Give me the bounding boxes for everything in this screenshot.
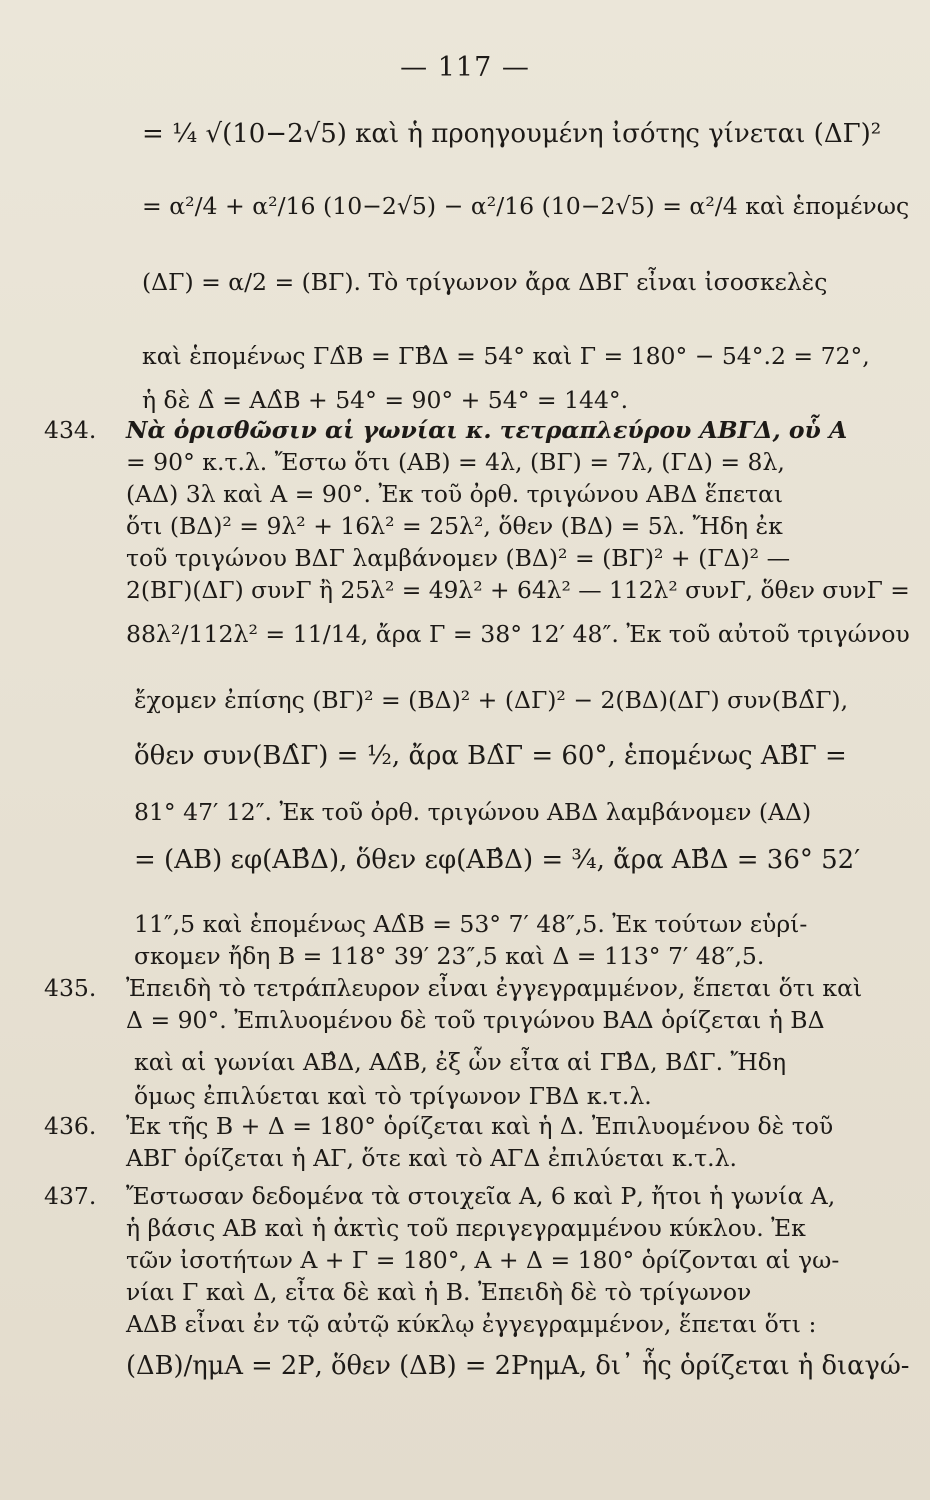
- text-line: ὅτι (ΒΔ)² = 9λ² + 16λ² = 25λ², ὅθεν (ΒΔ) = 5λ. Ἤδη ἐκ: [126, 512, 783, 540]
- text-line: καὶ αἱ γωνίαι ΑΒ̂Δ, ΑΔ̂Β, ἐξ ὧν εἶτα αἱ ΓΒ̂Δ, ΒΔ̂Γ. Ἤδη: [134, 1048, 787, 1076]
- text-line: ὅθεν συν(ΒΔ̂Γ) = ½, ἄρα ΒΔ̂Γ = 60°, ἑπομένως ΑΒ̂Γ =: [134, 741, 847, 771]
- text-line: = α²/4 + α²/16 (10−2√5) − α²/16 (10−2√5) = α²/4 καὶ ἑπομένως: [142, 192, 910, 220]
- text-line: = ¼ √(10−2√5) καὶ ἡ προηγουμένη ἰσότης γίνεται (ΔΓ)²: [142, 119, 882, 149]
- text-line: Ἐκ τῆς Β + Δ = 180° ὁρίζεται καὶ ἡ Δ. Ἐπιλυομένου δὲ τοῦ: [126, 1112, 834, 1140]
- text-line: Δ = 90°. Ἐπιλυομένου δὲ τοῦ τριγώνου ΒΑΔ ὁρίζεται ἡ ΒΔ: [126, 1006, 825, 1034]
- section-number: 435.: [44, 974, 97, 1002]
- text-line: Ἔστωσαν δεδομένα τὰ στοιχεῖα Α, 6 καὶ Ρ, ἤτοι ἡ γωνία Α,: [126, 1182, 836, 1210]
- text-line: ἡ βάσις ΑΒ καὶ ἡ ἀκτὶς τοῦ περιγεγραμμένου κύκλου. Ἐκ: [126, 1214, 806, 1242]
- text-line: 2(ΒΓ)(ΔΓ) συνΓ ἢ 25λ² = 49λ² + 64λ² — 112λ² συνΓ, ὅθεν συνΓ =: [126, 576, 910, 604]
- text-line: = (ΑΒ) εφ(ΑΒ̂Δ), ὅθεν εφ(ΑΒ̂Δ) = ¾, ἄρα ΑΒ̂Δ = 36° 52′: [134, 845, 861, 875]
- page-number: — 117 —: [400, 52, 530, 83]
- text-line: (ΑΔ) 3λ καὶ Α = 90°. Ἐκ τοῦ ὀρθ. τριγώνου ΑΒΔ ἕπεται: [126, 480, 784, 508]
- text-line: νίαι Γ καὶ Δ, εἶτα δὲ καὶ ἡ Β. Ἐπειδὴ δὲ τὸ τρίγωνον: [126, 1278, 752, 1306]
- text-line: ΑΔΒ εἶναι ἐν τῷ αὐτῷ κύκλῳ ἐγγεγραμμένον, ἕπεται ὅτι :: [126, 1310, 817, 1338]
- section-number: 437.: [44, 1182, 97, 1210]
- text-line: ὅμως ἐπιλύεται καὶ τὸ τρίγωνον ΓΒΔ κ.τ.λ.: [134, 1082, 652, 1110]
- text-line: (ΔΒ)/ημΑ = 2Ρ, ὅθεν (ΔΒ) = 2ΡημΑ, δι᾽ ἧς ὁρίζεται ἡ διαγώ-: [126, 1351, 910, 1381]
- text-line: ἡ δὲ Δ̂ = ΑΔ̂Β + 54° = 90° + 54° = 144°.: [142, 386, 629, 414]
- text-line: = 90° κ.τ.λ. Ἔστω ὅτι (ΑΒ) = 4λ, (ΒΓ) = 7λ, (ΓΔ) = 8λ,: [126, 448, 785, 476]
- text-line: τῶν ἰσοτήτων Α + Γ = 180°, Α + Δ = 180° ὁρίζονται αἱ γω-: [126, 1246, 840, 1274]
- section-number: 436.: [44, 1112, 97, 1140]
- text-line: καὶ ἑπομένως ΓΔ̂Β = ΓΒ̂Δ = 54° καὶ Γ = 180° − 54°.2 = 72°,: [142, 342, 870, 370]
- text-line: σκομεν ἤδη Β = 118° 39′ 23″,5 καὶ Δ = 113° 7′ 48″,5.: [134, 942, 765, 970]
- text-line: 88λ²/112λ² = 11/14, ἄρα Γ = 38° 12′ 48″. Ἐκ τοῦ αὐτοῦ τριγώνου: [126, 620, 910, 648]
- text-line: 11″,5 καὶ ἑπομένως ΑΔ̂Β = 53° 7′ 48″,5. Ἐκ τούτων εὑρί-: [134, 910, 808, 938]
- text-line: 81° 47′ 12″. Ἐκ τοῦ ὀρθ. τριγώνου ΑΒΔ λαμβάνομεν (ΑΔ): [134, 798, 812, 826]
- text-line: (ΔΓ) = α/2 = (ΒΓ). Τὸ τρίγωνον ἄρα ΔΒΓ εἶναι ἰσοσκελὲς: [142, 268, 828, 296]
- text-line: τοῦ τριγώνου ΒΔΓ λαμβάνομεν (ΒΔ)² = (ΒΓ)² + (ΓΔ)² —: [126, 544, 791, 572]
- text-line: Νὰ ὁρισθῶσιν αἱ γωνίαι κ. τετραπλεύρου ΑΒΓΔ, οὗ Α: [126, 416, 848, 444]
- text-line: ΑΒΓ ὁρίζεται ἡ ΑΓ, ὅτε καὶ τὸ ΑΓΔ ἐπιλύεται κ.τ.λ.: [126, 1144, 737, 1172]
- section-number: 434.: [44, 416, 97, 444]
- text-line: Ἐπειδὴ τὸ τετράπλευρον εἶναι ἐγγεγραμμένον, ἕπεται ὅτι καὶ: [126, 974, 863, 1002]
- text-line: ἔχομεν ἐπίσης (ΒΓ)² = (ΒΔ)² + (ΔΓ)² − 2(ΒΔ)(ΔΓ) συν(ΒΔ̂Γ),: [134, 686, 849, 714]
